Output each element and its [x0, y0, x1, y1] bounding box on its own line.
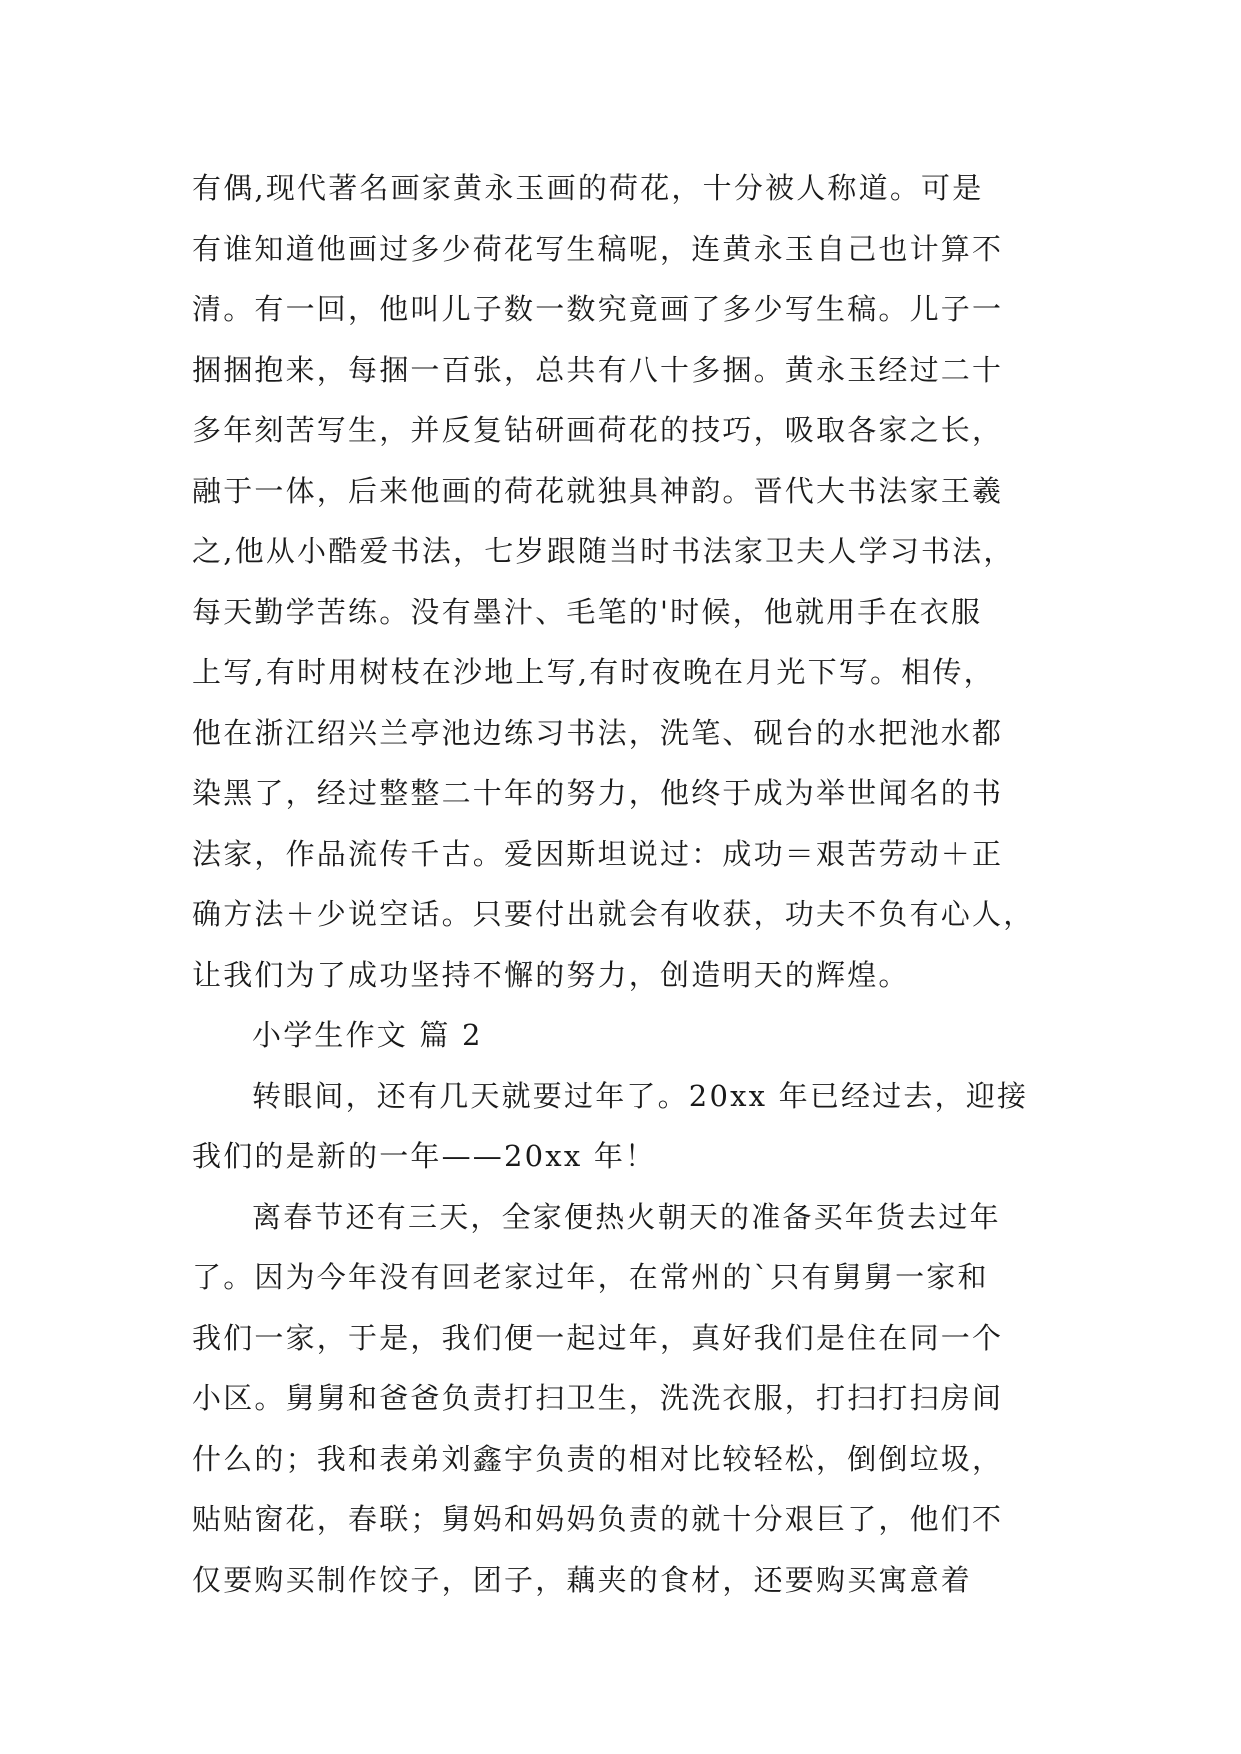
text-line: 让我们为了成功坚持不懈的努力，创造明天的辉煌。 [192, 957, 910, 992]
text-line: 小区。舅舅和爸爸负责打扫卫生，洗洗衣服，打扫打扫房间 [192, 1381, 1004, 1415]
section-heading: 小学生作文 篇 2 [252, 1018, 483, 1052]
text-line: 上写,有时用树枝在沙地上写,有时夜晚在月光下写。相传， [192, 655, 995, 689]
text-line: 了。因为今年没有回老家过年，在常州的`只有舅舅一家和 [192, 1260, 989, 1294]
text-line: 多年刻苦写生，并反复钻研画荷花的技巧，吸取各家之长， [192, 413, 1004, 447]
text-line: 染黑了，经过整整二十年的努力，他终于成为举世闻名的书 [192, 776, 1004, 810]
text-line: 确方法＋少说空话。只要付出就会有收获，功夫不负有心人， [192, 897, 1035, 931]
text-line: 他在浙江绍兴兰亭池边练习书法，洗笔、砚台的水把池水都 [192, 715, 1004, 750]
text-line: 什么的；我和表弟刘鑫宇负责的相对比较轻松，倒倒垃圾， [192, 1441, 1004, 1476]
text-line: 我们一家，于是，我们便一起过年，真好我们是住在同一个 [192, 1320, 1004, 1355]
text-line: 融于一体，后来他画的荷花就独具神韵。晋代大书法家王羲 [192, 473, 1004, 508]
paragraph-first-line: 离春节还有三天，全家便热火朝天的准备买年货去过年 [252, 1199, 1001, 1234]
text-line: 我们的是新的一年——20xx 年！ [192, 1139, 657, 1173]
text-line: 清。有一回，他叫儿子数一数究竟画了多少写生稿。儿子一 [192, 292, 1004, 326]
text-line: 有偶,现代著名画家黄永玉画的荷花，十分被人称道。可是 [192, 171, 984, 205]
document-body [192, 158, 1052, 1610]
text-line: 之,他从小酷爱书法，七岁跟随当时书法家卫夫人学习书法， [192, 534, 1015, 568]
text-line: 仅要购买制作饺子，团子，藕夹的食材，还要购买寓意着 [192, 1562, 973, 1597]
paragraph-first-line: 转眼间，还有几天就要过年了。20xx 年已经过去，迎接 [252, 1078, 1029, 1113]
text-line: 法家，作品流传千古。爱因斯坦说过：成功＝艰苦劳动＋正 [192, 836, 1004, 871]
text-line: 每天勤学苦练。没有墨汁、毛笔的'时候，他就用手在衣服 [192, 594, 983, 629]
text-line: 有谁知道他画过多少荷花写生稿呢，连黄永玉自己也计算不 [192, 231, 1004, 266]
text-line: 捆捆抱来，每捆一百张，总共有八十多捆。黄永玉经过二十 [192, 352, 1004, 387]
text-line: 贴贴窗花，春联；舅妈和妈妈负责的就十分艰巨了，他们不 [192, 1502, 1004, 1536]
